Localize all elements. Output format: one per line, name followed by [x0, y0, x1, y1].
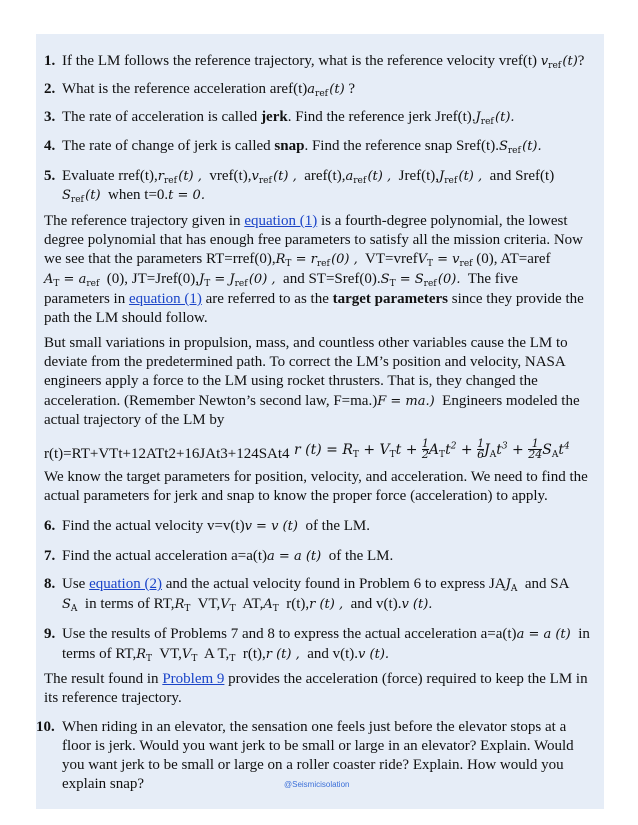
question-text: Use the results of Problems 7 and 8 to express the actual acceleration a=a(t)a = a (t) in	[62, 626, 590, 642]
text-line: r(t)=RT+VTt+12ATt2+16JAt3+124SAt4	[44, 446, 290, 462]
problem-9-link[interactable]: Problem 9	[162, 671, 225, 687]
question-text: The rate of change of jerk is called snap. Find the reference snap $Sref(t).S_{ref}$ (t).	[62, 138, 542, 156]
text-line: actual trajectory of the LM by	[44, 412, 225, 428]
question-text: Evaluate $rref(t),r_{ref}$ (t) , $vref(t),v_{ref}$ (t) , $aref(t),a_{ref}$ (t) , $Jref(t),J_{ref}$ (t) , and Sref(t)	[62, 168, 555, 186]
text-line: acceleration. (Remember Newton’s second law, F=ma.)F = ma.) Engineers modeled the	[44, 393, 580, 409]
question-number: 7.	[44, 548, 56, 564]
text-line: engineers apply a force to the LM using rocket thrusters. That is, they changed the	[44, 373, 538, 389]
question-number: 10.	[36, 719, 55, 735]
text-line: actual parameters for jerk and snap to know the proper force (acceleration) to apply.	[44, 488, 548, 504]
equation-2: r $(t) = R_T + V_Tt$ + $\frac{1}{2}$ $A_Tt^2$ + $\frac{1}{6}$ $J_At^3$ + $\frac{1}{24}$ $S_At^4$	[294, 437, 570, 462]
question-text-line2: $S_A$ in terms of $RT,R_T$ $VT,V_T$ $AT,A_T$ r(t),r (t) , and v(t).v (t).	[62, 596, 433, 614]
question-text: Use equation (2) and the actual velocity found in Problem 6 to express $JAJ_A$ and SA	[62, 576, 570, 594]
question-number: 2.	[44, 81, 56, 97]
question-text: Find the actual acceleration a=a(t)a = a (t) of the LM.	[62, 548, 394, 564]
question-number: 3.	[44, 109, 56, 125]
watermark: @Seismicisolation	[284, 780, 350, 789]
question-number: 1.	[44, 53, 56, 69]
text-line: $A_T = a_{ref}$ (0), $JT=Jref(0),J_T = J_{ref}$ (0) , and $ST=Sref(0).S_T = S_{ref}$ (0). The five	[44, 271, 519, 289]
text-line: its reference trajectory.	[44, 690, 182, 706]
question-text: explain snap?	[62, 776, 145, 792]
question-text: What is the reference acceleration $aref(t)a_{ref}$ (t) ?	[62, 81, 356, 99]
question-text-line2: terms of $RT,R_T$ $VT,V_T$ A $T,_T$ r(t),r (t) , and v(t).v (t).	[62, 646, 390, 664]
text-line: We know the target parameters for position, velocity, and acceleration. We need to find the	[44, 469, 588, 485]
equation-1-link[interactable]: equation (1)	[244, 213, 318, 229]
text-line: The result found in Problem 9 provides the acceleration (force) required to keep the LM in	[44, 671, 588, 687]
equation-1-link[interactable]: equation (1)	[128, 291, 202, 307]
question-text: floor is jerk. Would you want jerk to be small or large in an elevator? Explain. Would	[62, 738, 574, 754]
question-number: 4.	[44, 138, 56, 154]
text-line: degree polynomial that has enough free parameters to satisfy all the mission criteria. Now	[44, 232, 583, 248]
text-line: we see that the parameters $RT=rref(0),R_T = r_{ref}$ (0) , VT=vrefV$_T$ = $v_{ref}$ (0), AT=aref	[44, 251, 551, 269]
question-text: you want jerk to be small or large on a roller coaster ride? Explain. How would you	[62, 757, 564, 773]
text-line: parameters in equation (1) are referred to as the target parameters since they provide the	[44, 291, 584, 307]
document-page	[36, 34, 604, 809]
question-number: 6.	[44, 518, 56, 534]
question-text: If the LM follows the reference trajectory, what is the reference velocity vref(t) $v_{ref}$ (t)?	[62, 53, 585, 71]
text-line: But small variations in propulsion, mass, and countless other variables cause the LM to	[44, 335, 568, 351]
question-number: 8.	[44, 576, 56, 592]
text-line: path the LM should follow.	[44, 310, 208, 326]
question-number: 9.	[44, 626, 56, 642]
question-text: When riding in an elevator, the sensation one feels just before the elevator stops at a	[62, 719, 567, 735]
question-text: The rate of acceleration is called jerk. Find the reference jerk $Jref(t).J_{ref}$ (t).	[62, 109, 515, 127]
question-number: 5.	[44, 168, 56, 184]
equation-2-link[interactable]: equation (2)	[89, 576, 162, 592]
question-text-line2: $S_{ref}$ (t) when t=0.t = 0.	[62, 187, 205, 205]
text-line: The reference trajectory given in equation (1) is a fourth-degree polynomial, the lowest	[44, 213, 568, 229]
question-text: Find the actual velocity v=v(t)v = v (t) of the LM.	[62, 518, 371, 534]
math-inline: $v_{ref}$ (t)	[540, 54, 578, 71]
text-line: deviate from the predetermined path. To correct the LM’s position and velocity, NASA	[44, 354, 566, 370]
